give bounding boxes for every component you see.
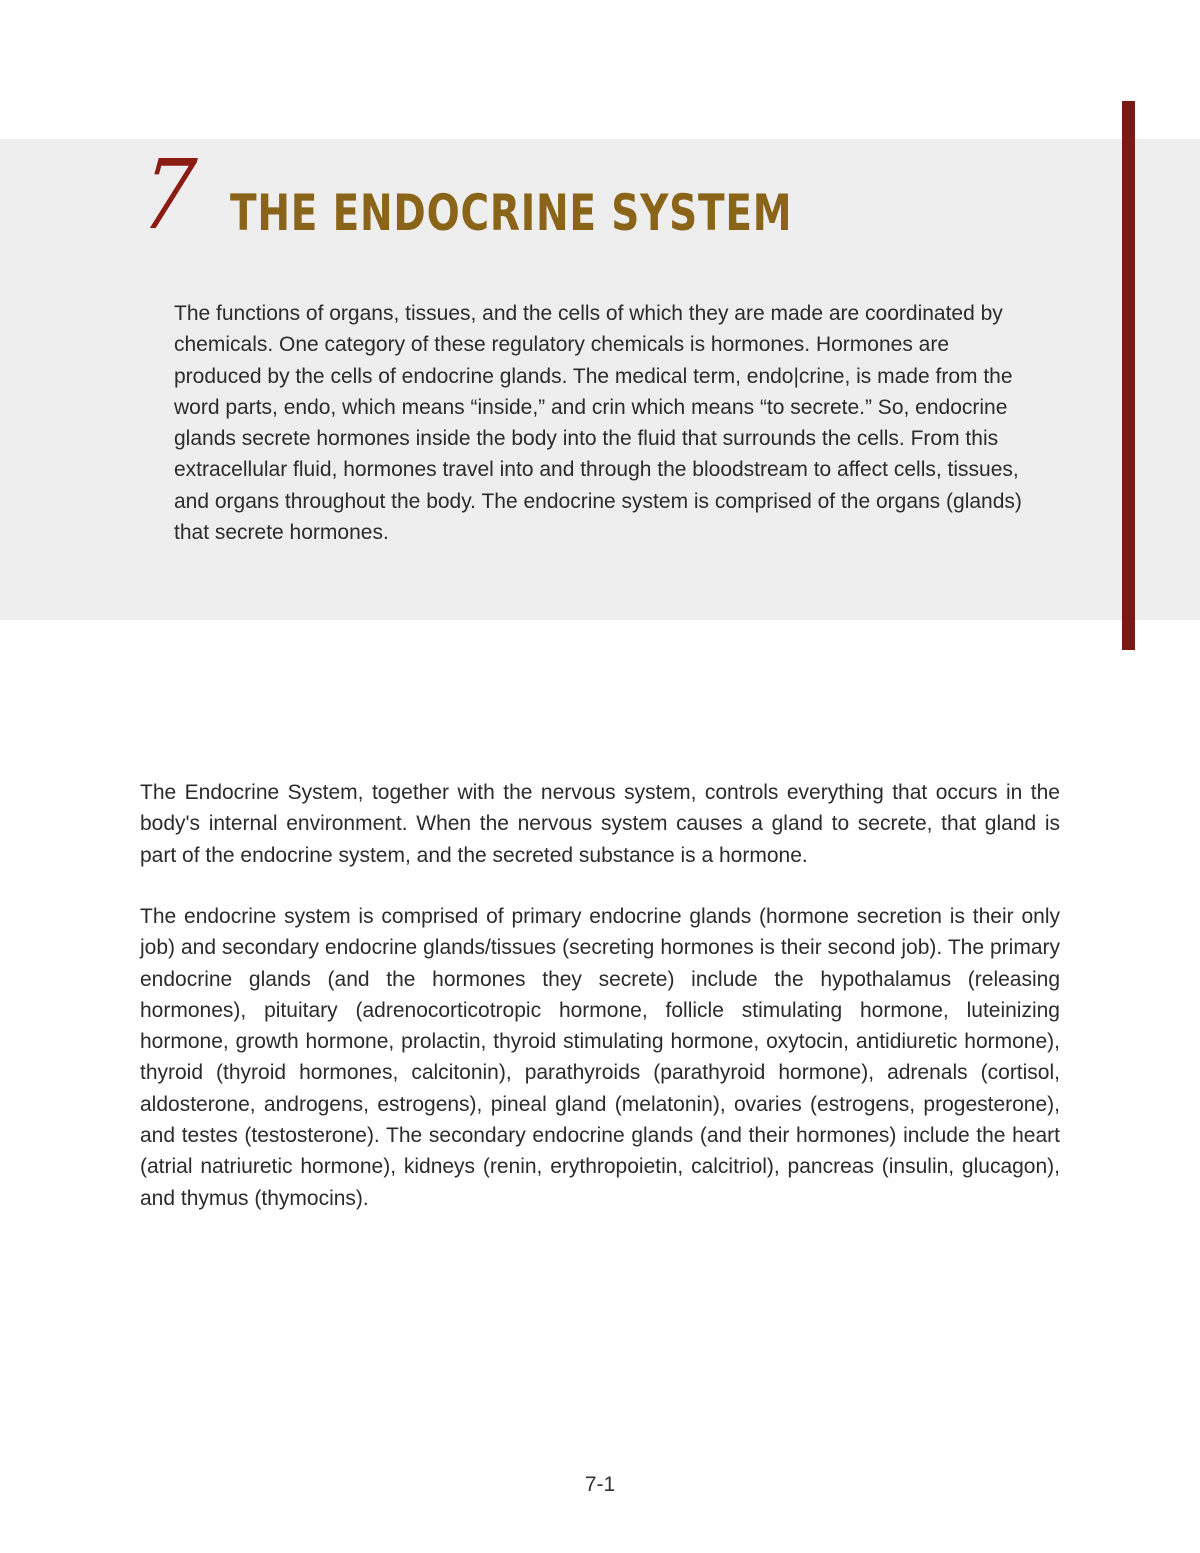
page-number: 7-1 — [584, 1473, 616, 1496]
chapter-intro: The functions of organs, tissues, and the cells of which they are made are coordinated by chemicals. One category of these regulatory chemicals is hormones. Hormones are produced by the cells of endocrine glands. The medical term, endo|crine, is made from the word parts, endo, which means “inside,” and crin which means “to secrete.” So, endocrine glands secrete hormones inside the body into the fluid that surrounds the cells. From this extracellular fluid, hormones travel into and through the bloodstream to affect cells, tissues, and organs throughout the body. The endocrine system is comprised of the organs (glands) that secrete hormones. — [174, 302, 1022, 545]
body-paragraph: The endocrine system is comprised of primary endocrine glands (hormone secretion is their only job) and secondary endocrine glands/tissues (secreting hormones is their second job). The primary endocrine glands (and the hormones they secrete) include the hypothalamus (releasing hormones), pituitary (adrenocorticotropic hormone, follicle stimulating hormone, luteinizing hormone, growth hormone, prolactin, thyroid stimulating hormone, oxytocin, antidiuretic hormone), thyroid (thyroid hormones, calcitonin), parathyroids (parathyroid hormone), adrenals (cortisol, aldosterone, androgens, estrogens), pineal gland (melatonin), ovaries (estrogens, progesterone), and testes (testosterone). The secondary endocrine glands (and their hormones) include the heart (atrial natriuretic hormone), kidneys (renin, erythropoietin, calcitriol), pancreas (insulin, glucagon), and thymus (thymocins). — [140, 905, 1060, 1210]
chapter-side-rule — [1122, 101, 1135, 650]
chapter-number: 7 — [136, 139, 201, 251]
body-paragraph: The Endocrine System, together with the nervous system, controls everything that occurs in the body's internal environment. When the nervous system causes a gland to secrete, that gland is part of the endocrine system, and the secreted substance is a hormone. — [140, 781, 1060, 867]
chapter-title: THE ENDOCRINE SYSTEM — [230, 184, 793, 242]
